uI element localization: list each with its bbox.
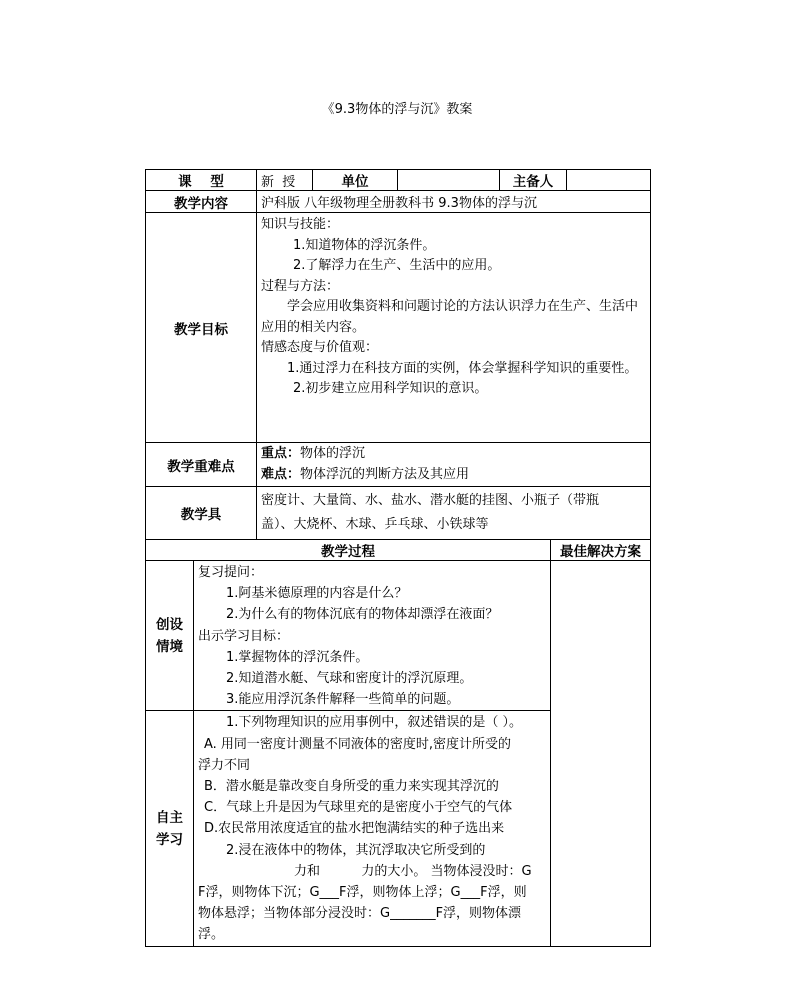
question-2-line-2: 力和 力的大小。 当物体浸没时：G <box>294 863 532 879</box>
objectives-row <box>146 213 651 443</box>
difficulty-label: 难点： <box>261 466 301 482</box>
content-row <box>146 191 651 213</box>
difficulty-value: 物体浮沉的判断方法及其应用 <box>300 466 470 482</box>
question-2-line-1: 2.浸在液体中的物体，其沉浮取决它所受到的 <box>226 842 486 858</box>
preparer-value <box>567 170 651 191</box>
option-b: B．潜水艇是靠改变自身所受的重力来实现其浮沉的 <box>204 779 499 795</box>
process-heading: 过程与方法： <box>261 278 340 294</box>
section-self-study-label: 自主 学习 <box>146 711 194 946</box>
section-create-context-row <box>146 561 651 711</box>
objectives-content <box>257 213 651 443</box>
review-question-2: 2.为什么有的物体沉底有的物体却漂浮在液面？ <box>226 607 499 623</box>
objectives-label: 教学目标 <box>146 213 257 443</box>
course-type-value: 新 授 <box>257 170 313 191</box>
key-points-content <box>257 443 651 487</box>
goals-heading: 出示学习目标： <box>198 628 290 644</box>
process-header-row <box>146 540 651 561</box>
best-solution-header: 最佳解决方案 <box>551 540 651 561</box>
teaching-content-value: 沪科版 八年级物理全册教科书 9.3物体的浮与沉 <box>257 191 651 213</box>
lesson-info-table <box>145 169 651 540</box>
section-create-context-content <box>194 561 551 711</box>
knowledge-item-2: 2.了解浮力在生产、生活中的应用。 <box>293 258 501 273</box>
process-text: 学会应用收集资料和问题讨论的方法认识浮力在生产、生活中应用的相关内容。 <box>261 299 639 335</box>
emotion-item-1: 1.通过浮力在科技方面的实例，体会掌握科学知识的重要性。 <box>287 360 638 376</box>
teaching-process-table <box>145 539 651 947</box>
goal-item-1: 1.掌握物体的浮沉条件。 <box>226 649 369 665</box>
option-d: D.农民常用浓度适宜的盐水把饱满结实的种子选出来 <box>204 821 505 837</box>
key-point-value: 物体的浮沉 <box>300 446 366 461</box>
header-row <box>146 170 651 191</box>
unit-label: 单位 <box>313 170 398 191</box>
process-header: 教学过程 <box>146 540 551 561</box>
document-title: 《9.3物体的浮与沉》教案 <box>321 102 473 117</box>
goal-item-2: 2.知道潜水艇、气球和密度计的浮沉原理。 <box>226 671 473 687</box>
option-c: C．气球上升是因为气球里充的是密度小于空气的气体 <box>204 800 513 816</box>
option-a-line-1: A. 用同一密度计测量不同液体的密度时,密度计所受的 <box>204 736 512 752</box>
unit-value <box>398 170 500 191</box>
key-point-label: 重点： <box>261 446 301 461</box>
review-question-1: 1.阿基米德原理的内容是什么？ <box>226 586 408 602</box>
tools-line-1: 密度计、大量筒、水、盐水、潜水艇的挂图、小瓶子（带瓶 <box>261 493 600 508</box>
best-solution-cell <box>551 561 651 947</box>
tools-content <box>257 487 651 540</box>
question-1: 1.下列物理知识的应用事例中，叙述错误的是（ ）。 <box>226 715 523 731</box>
tools-row <box>146 487 651 540</box>
question-2-line-5: 浮。 <box>198 927 225 943</box>
question-2-line-4: 物体悬浮；当物体部分浸没时：G_______F浮，则物体漂 <box>198 906 522 922</box>
knowledge-heading: 知识与技能： <box>261 217 340 232</box>
section-create-context-label: 创设 情境 <box>146 561 194 711</box>
course-type-label: 课 型 <box>146 170 257 191</box>
tools-line-2: 盖）、大烧杯、木球、乒乓球、小铁球等 <box>261 517 489 532</box>
question-2-line-3: F浮，则物体下沉；G___F浮，则物体上浮；G___F浮，则 <box>198 885 527 901</box>
teaching-content-label: 教学内容 <box>146 191 257 213</box>
preparer-label: 主备人 <box>500 170 567 191</box>
emotion-heading: 情感态度与价值观： <box>261 340 379 355</box>
tools-label: 教学具 <box>146 487 257 540</box>
section-self-study-content <box>194 711 551 946</box>
option-a-line-2: 浮力不同 <box>198 757 251 773</box>
review-heading: 复习提问： <box>198 565 264 580</box>
key-points-row <box>146 443 651 487</box>
knowledge-item-1: 1.知道物体的浮沉条件。 <box>293 237 436 253</box>
key-points-label: 教学重难点 <box>146 443 257 487</box>
emotion-item-2: 2.初步建立应用科学知识的意识。 <box>293 381 488 396</box>
goal-item-3: 3.能应用浮沉条件解释一些简单的问题。 <box>226 692 460 708</box>
